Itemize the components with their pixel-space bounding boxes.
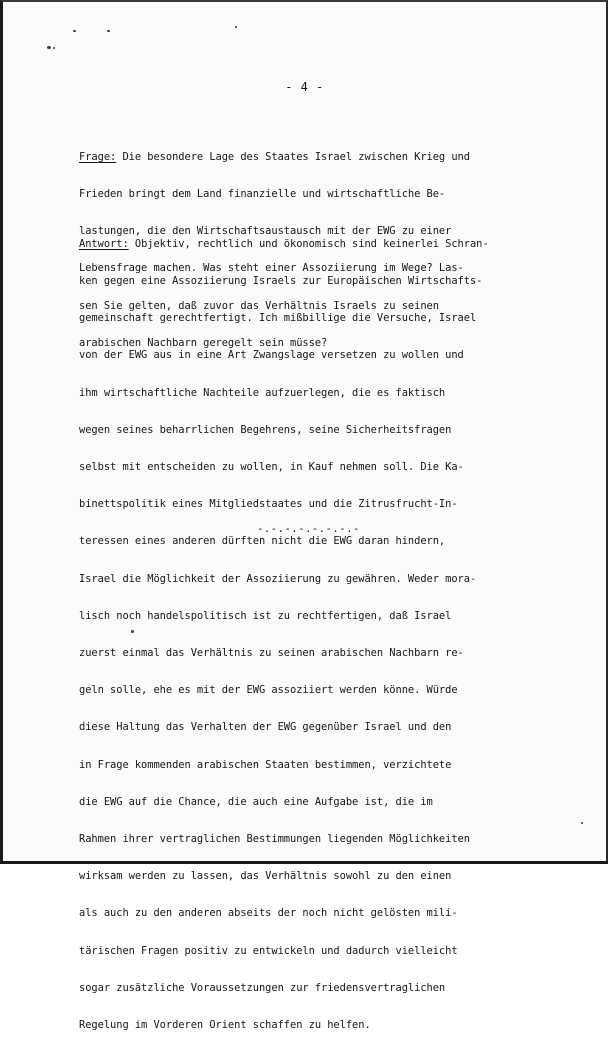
answer-text-line: von der EWG aus in eine Art Zwangslage versetzen zu wollen und: [79, 349, 464, 362]
answer-text-line: lisch noch handelspolitisch ist zu rechtfertigen, daß Israel: [79, 609, 452, 622]
answer-text-line: teressen eines anderen dürften nicht die EWG daran hindern,: [79, 535, 446, 548]
answer-text-line: zuerst einmal das Verhältnis zu seinen arabischen Nachbarn re-: [79, 647, 464, 660]
answer-label: Antwort:: [79, 237, 129, 250]
scan-speck: [53, 47, 55, 49]
question-first-line: [79, 151, 470, 163]
page-number: - 4 -: [285, 80, 324, 94]
answer-text-line: ken gegen eine Assoziierung Israels zur Europäischen Wirtschafts-: [79, 275, 483, 288]
answer-text-line: Objektiv, rechtlich und ökonomisch sind keinerlei Schran-: [128, 237, 489, 250]
question-text-line: arabischen Nachbarn geregelt sein müsse?: [79, 336, 328, 349]
scan-speck: [73, 30, 76, 32]
answer-text-line: tärischen Fragen positiv zu entwickeln und dadurch vielleicht: [79, 944, 458, 957]
answer-text-line: Regelung im Vorderen Orient schaffen zu helfen.: [79, 1019, 371, 1032]
answer-text-line: geln solle, ehe es mit der EWG assoziiert werden könne. Würde: [79, 684, 458, 697]
question-text-line: Frieden bringt dem Land finanzielle und wirtschaftliche Be-: [79, 188, 446, 201]
scan-speck: [581, 822, 583, 824]
answer-text-line: wirksam werden zu lassen, das Verhältnis sowohl zu den einen: [79, 870, 452, 883]
question-text-line: Die besondere Lage des Staates Israel zwischen Krieg und: [116, 150, 470, 163]
answer-text-line: binettspolitik eines Mitgliedstaates und die Zitrusfrucht-In-: [79, 498, 458, 511]
scan-speck: [107, 30, 110, 32]
scan-speck: [235, 26, 237, 28]
section-separator: -.-.-.-.-.-.-.-: [257, 523, 360, 535]
question-text-line: sen Sie gelten, daß zuvor das Verhältnis Israels zu seinen: [79, 299, 439, 312]
answer-text-line: gemeinschaft gerechtfertigt. Ich mißbillige die Versuche, Israel: [79, 312, 477, 325]
answer-text-line: Rahmen ihrer vertraglichen Bestimmungen liegenden Möglichkeiten: [79, 833, 470, 846]
answer-text-line: die EWG auf die Chance, die auch eine Aufgabe ist, die im: [79, 795, 433, 808]
answer-text-line: Israel die Möglichkeit der Assoziierung zu gewähren. Weder mora-: [79, 572, 477, 585]
answer-text-line: ihm wirtschaftliche Nachteile aufzuerlegen, die es faktisch: [79, 386, 446, 399]
answer-text-line: als auch zu den anderen abseits der noch nicht gelösten mili-: [79, 907, 458, 920]
answer-text-line: in Frage kommenden arabischen Staaten bestimmen, verzichtete: [79, 758, 452, 771]
answer-block: [79, 213, 489, 1056]
question-text-line: Lebensfrage machen. Was steht einer Assoziierung im Wege? Las-: [79, 262, 464, 275]
answer-text-line: diese Haltung das Verhalten der EWG gegenüber Israel und den: [79, 721, 452, 734]
answer-first-line: [79, 238, 489, 250]
answer-text-line: wegen seines beharrlichen Begehrens, seine Sicherheitsfragen: [79, 423, 452, 436]
answer-text-line: sogar zusätzliche Voraussetzungen zur friedensvertraglichen: [79, 981, 446, 994]
answer-text-line: selbst mit entscheiden zu wollen, in Kauf nehmen soll. Die Ka-: [79, 461, 464, 474]
question-label: Frage:: [79, 150, 117, 163]
question-text-line: lastungen, die den Wirtschaftsaustausch mit der EWG zu einer: [79, 225, 452, 238]
scan-speck: [47, 46, 51, 49]
